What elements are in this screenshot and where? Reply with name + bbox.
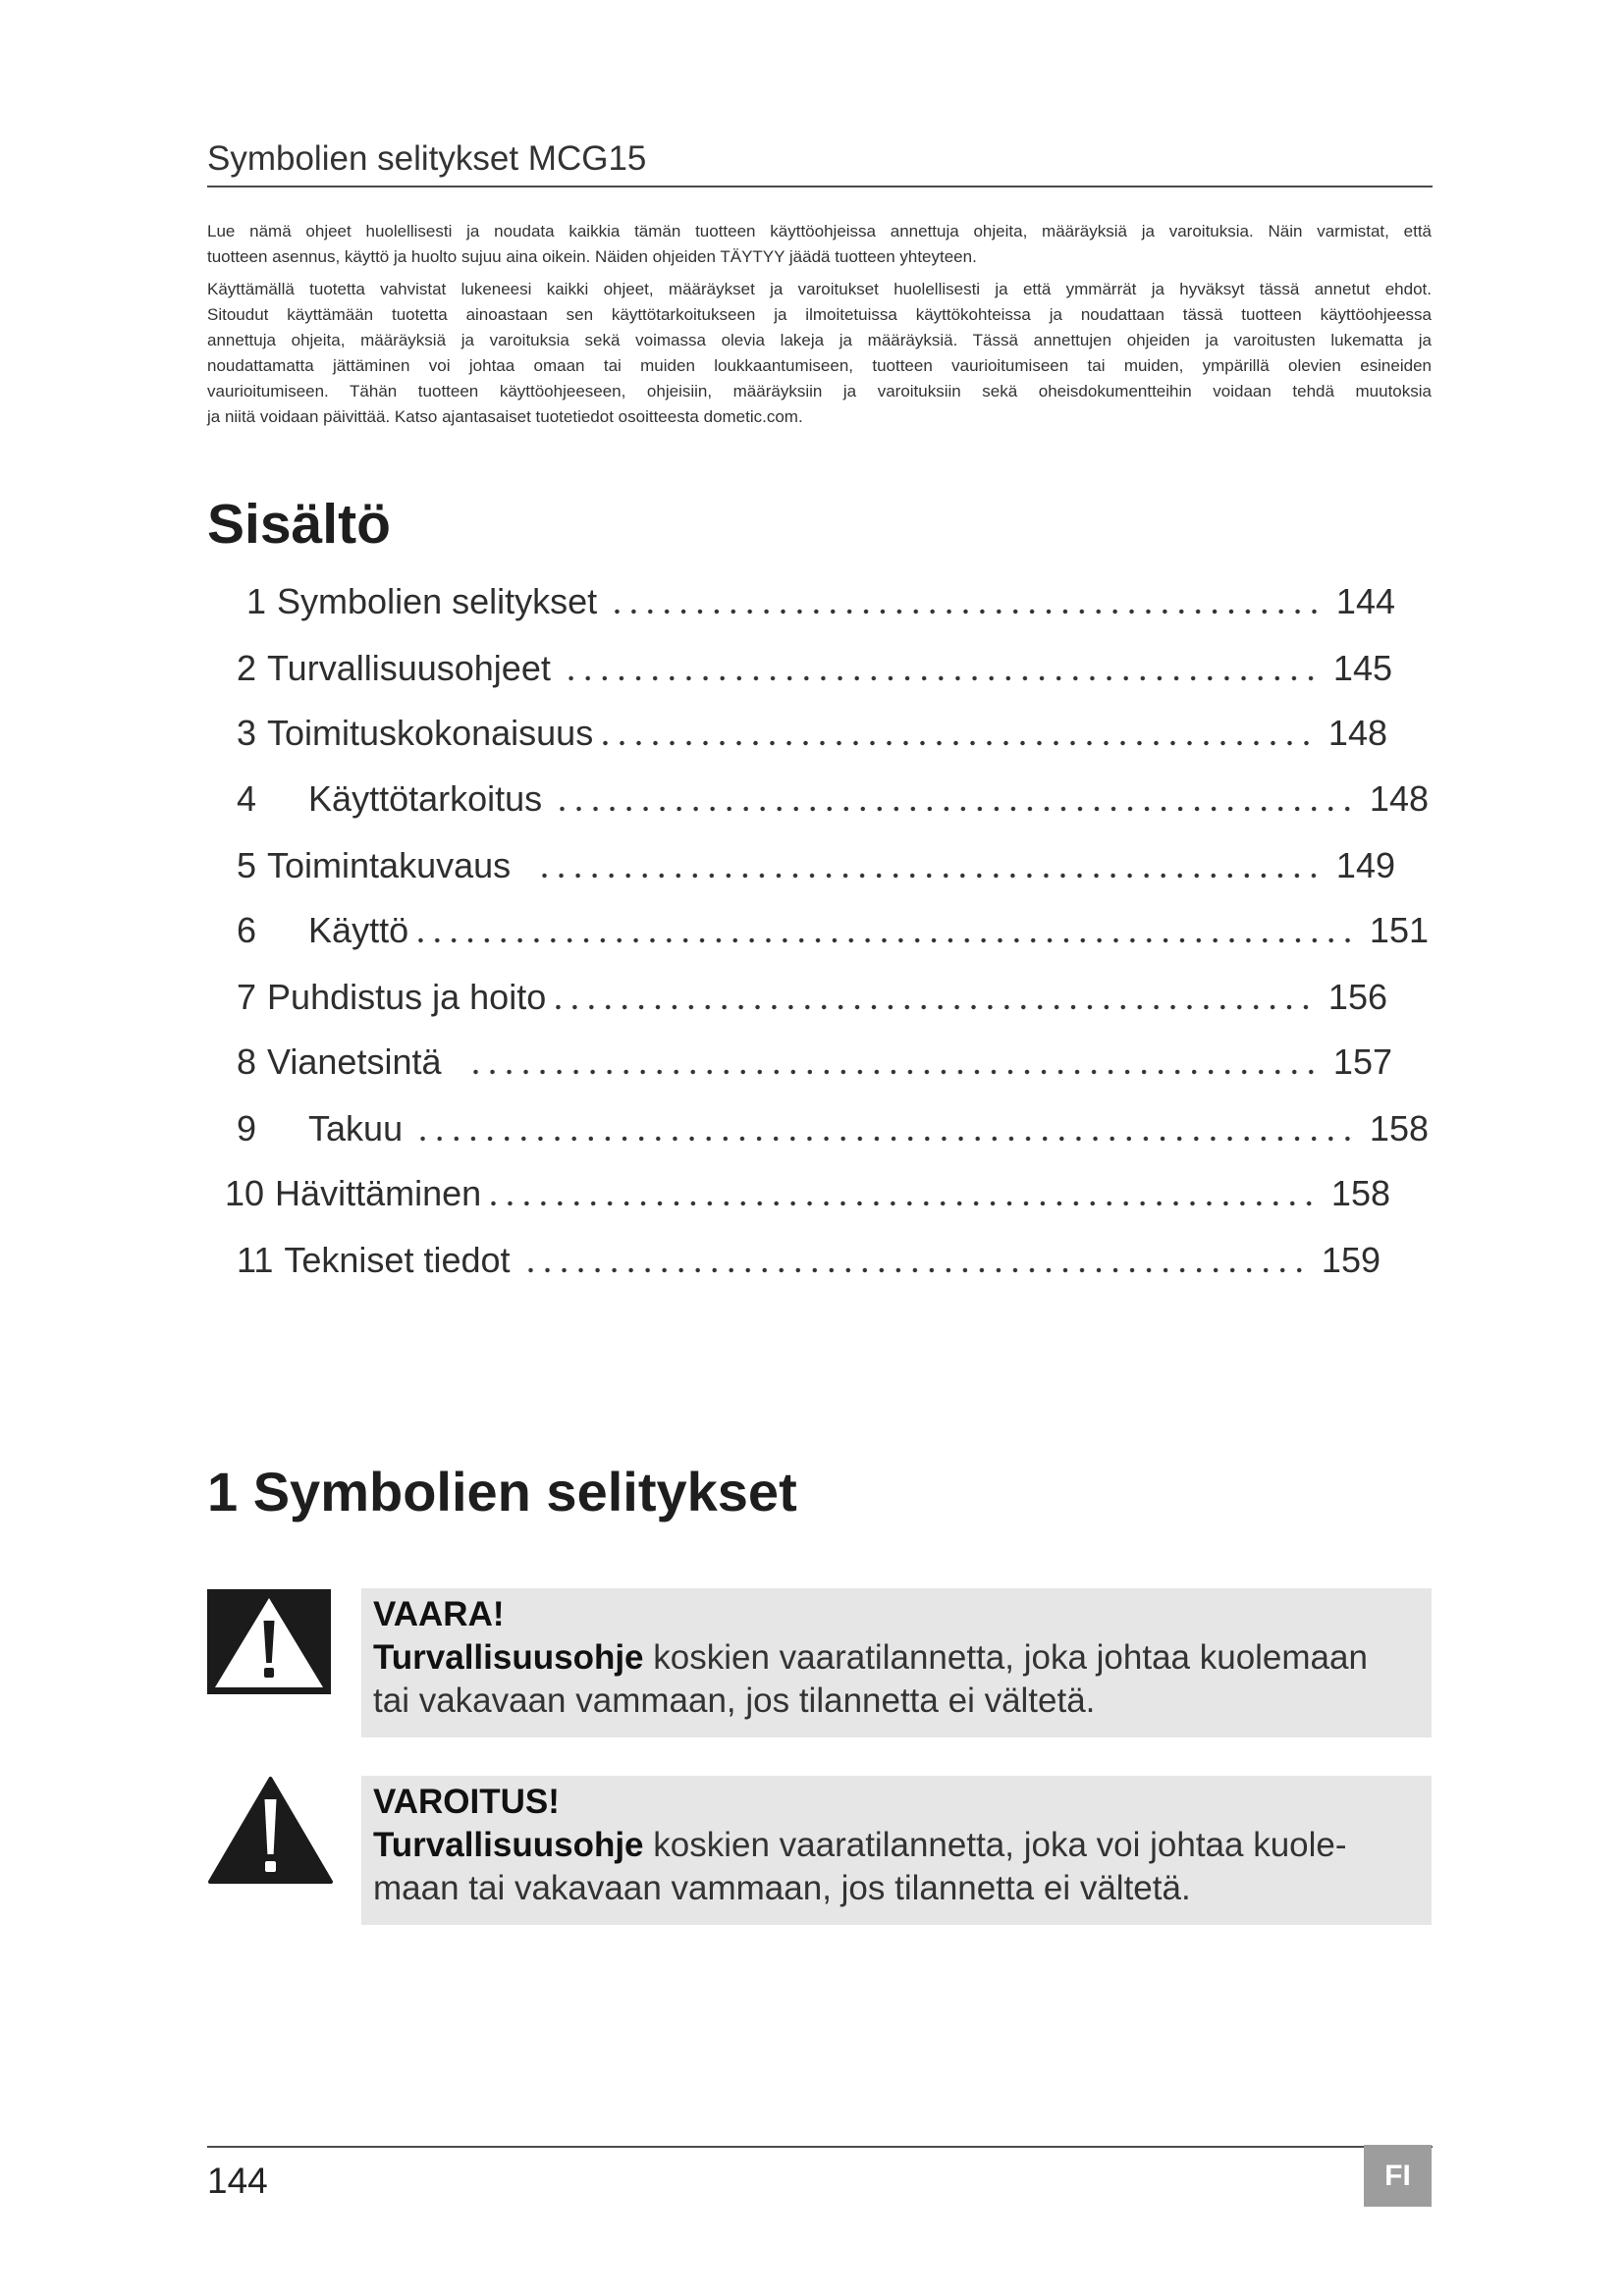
toc-entry-page: 158 (1330, 1173, 1390, 1213)
toc-entry-number: 8 (237, 1041, 257, 1082)
toc-entry-page: 158 (1369, 1108, 1429, 1148)
toc-entry-title: Takuu (308, 1108, 404, 1148)
toc-entry-number: 6 (237, 910, 257, 950)
toc-dot-leader (609, 568, 1323, 634)
toc-entry-page: 144 (1335, 581, 1395, 621)
toc-entry-page: 145 (1332, 648, 1392, 688)
warning-text: koskien vaaratilannetta, joka voi johtaa kuole- (653, 1826, 1347, 1864)
intro-line: noudattamatta jättäminen voi johtaa omaan tai muiden loukkaantumiseen, tuotteen vaurioitumiseen tai muiden, ympärillä olevien esineiden (207, 356, 1432, 375)
table-of-contents (0, 568, 1624, 1295)
page-number: 144 (207, 2161, 268, 2201)
intro-line: Lue nämä ohjeet huolellisesti ja noudata kaikkia tämän tuotteen käyttöohjeissa annettuja ohjeita, määräyksiä ja varoituksia. Näin varmistat, että (207, 222, 1432, 240)
toc-entry (237, 1227, 1380, 1293)
toc-entry (237, 635, 1392, 701)
section-heading: 1 Symbolien selitykset (207, 1461, 797, 1522)
toc-entry-title: Vianetsintä (267, 1041, 442, 1082)
toc-entry-page: 151 (1369, 910, 1429, 950)
toc-dot-leader (485, 1160, 1318, 1226)
toc-dot-leader (536, 832, 1323, 898)
toc-entry-page: 159 (1321, 1240, 1380, 1280)
footer-rule (207, 2146, 1433, 2148)
intro-paragraph (207, 277, 1432, 430)
toc-entry (237, 964, 1387, 1030)
toc-entry (237, 1095, 1429, 1161)
header-rule (207, 186, 1433, 187)
intro-line: Sitoudut käyttämään tuotetta ainoastaan sen käyttötarkoitukseen ja ilmoitetuissa käyttökohteissa ja noudattaan tässä tuotteen käyttöohjeessa (207, 305, 1432, 324)
toc-entry-title: Käyttötarkoitus (308, 778, 543, 819)
toc-entry (246, 568, 1395, 634)
toc-dot-leader (550, 964, 1315, 1030)
intro-line: vaurioitumiseen. Tähän tuotteen käyttöohjeeseen, ohjeisiin, määräyksiin ja varoituksiin sekä oheisdokumentteihin voidaan tehdä muutoksia (207, 382, 1432, 400)
toc-entry-number: 2 (237, 648, 257, 688)
danger-warning-icon (207, 1589, 331, 1694)
warning-text-line (373, 1636, 1420, 1680)
toc-entry-title: Käyttö (308, 910, 409, 950)
toc-entry (237, 766, 1429, 831)
toc-entry-title: Symbolien selitykset (277, 581, 598, 621)
warning-text-line: tai vakavaan vammaan, jos tilannetta ei vältetä. (373, 1682, 1096, 1720)
toc-entry-title: Tekniset tiedot (284, 1240, 511, 1280)
toc-dot-leader (597, 700, 1315, 766)
toc-entry (237, 897, 1429, 963)
toc-entry-page: 149 (1335, 845, 1395, 885)
toc-entry-page: 156 (1327, 977, 1387, 1017)
toc-entry-number: 3 (237, 713, 257, 753)
toc-entry-number: 7 (237, 977, 257, 1017)
toc-dot-leader (412, 897, 1356, 963)
warning-text-line (373, 1824, 1420, 1867)
toc-entry (237, 832, 1395, 898)
warning-text-line: maan tai vakavaan vammaan, jos tilannetta ei vältetä. (373, 1869, 1191, 1907)
warning-triangle-icon (207, 1776, 334, 1885)
language-tab: FI (1364, 2145, 1432, 2207)
toc-entry-number: 10 (225, 1173, 265, 1213)
intro-line: annettuja ohjeita, määräyksiä ja varoituksia sekä voimassa olevia lakeja ja määräyksiä. Tässä annettujen ohjeiden ja varoitusten lukematta ja (207, 331, 1432, 349)
intro-paragraph (207, 219, 1432, 270)
toc-entry-number: 9 (237, 1108, 257, 1148)
toc-entry (237, 1029, 1392, 1095)
intro-line: Käyttämällä tuotetta vahvistat lukeneesi kaikki ohjeet, määräykset ja varoitukset huolellisesti ja että ymmärrät ja hyväksyt tässä annetut ehdot. (207, 280, 1432, 298)
warning-lead: Turvallisuusohje (373, 1826, 644, 1864)
toc-entry-title: Toimituskokonaisuus (267, 713, 594, 753)
warning-box-warning (361, 1776, 1432, 1925)
toc-entry (237, 700, 1387, 766)
toc-entry-number: 4 (237, 778, 257, 819)
running-header-title: Symbolien selitykset MCG15 (207, 139, 647, 178)
toc-dot-leader (522, 1227, 1308, 1293)
warning-lead: Turvallisuusohje (373, 1638, 644, 1677)
signal-word: VAARA! (373, 1595, 505, 1633)
intro-line: ja niitä voidaan päivittää. Katso ajantasaiset tuotetiedot osoitteesta dometic.com. (207, 407, 803, 426)
toc-entry-number: 5 (237, 845, 257, 885)
intro-text (207, 219, 1432, 430)
toc-heading: Sisältö (207, 493, 391, 556)
toc-dot-leader (467, 1029, 1320, 1095)
intro-line: tuotteen asennus, käyttö ja huolto sujuu aina oikein. Näiden ohjeiden TÄYTYY jäädä tuotteen yhteyteen. (207, 247, 977, 266)
toc-entry-title: Turvallisuusohjeet (267, 648, 551, 688)
toc-dot-leader (414, 1095, 1356, 1161)
signal-word: VAROITUS! (373, 1783, 560, 1821)
toc-entry-page: 148 (1369, 778, 1429, 819)
toc-entry-title: Puhdistus ja hoito (267, 977, 547, 1017)
toc-entry-page: 157 (1332, 1041, 1392, 1082)
warning-text: koskien vaaratilannetta, joka johtaa kuolemaan (653, 1638, 1368, 1677)
toc-entry-number: 11 (237, 1240, 274, 1280)
warning-box-danger (361, 1588, 1432, 1737)
toc-dot-leader (554, 766, 1356, 831)
toc-entry-page: 148 (1327, 713, 1387, 753)
toc-entry-number: 1 (246, 581, 267, 621)
toc-entry-title: Toimintakuvaus (267, 845, 512, 885)
toc-entry (225, 1160, 1390, 1226)
toc-entry-title: Hävittäminen (275, 1173, 482, 1213)
toc-dot-leader (563, 635, 1320, 701)
